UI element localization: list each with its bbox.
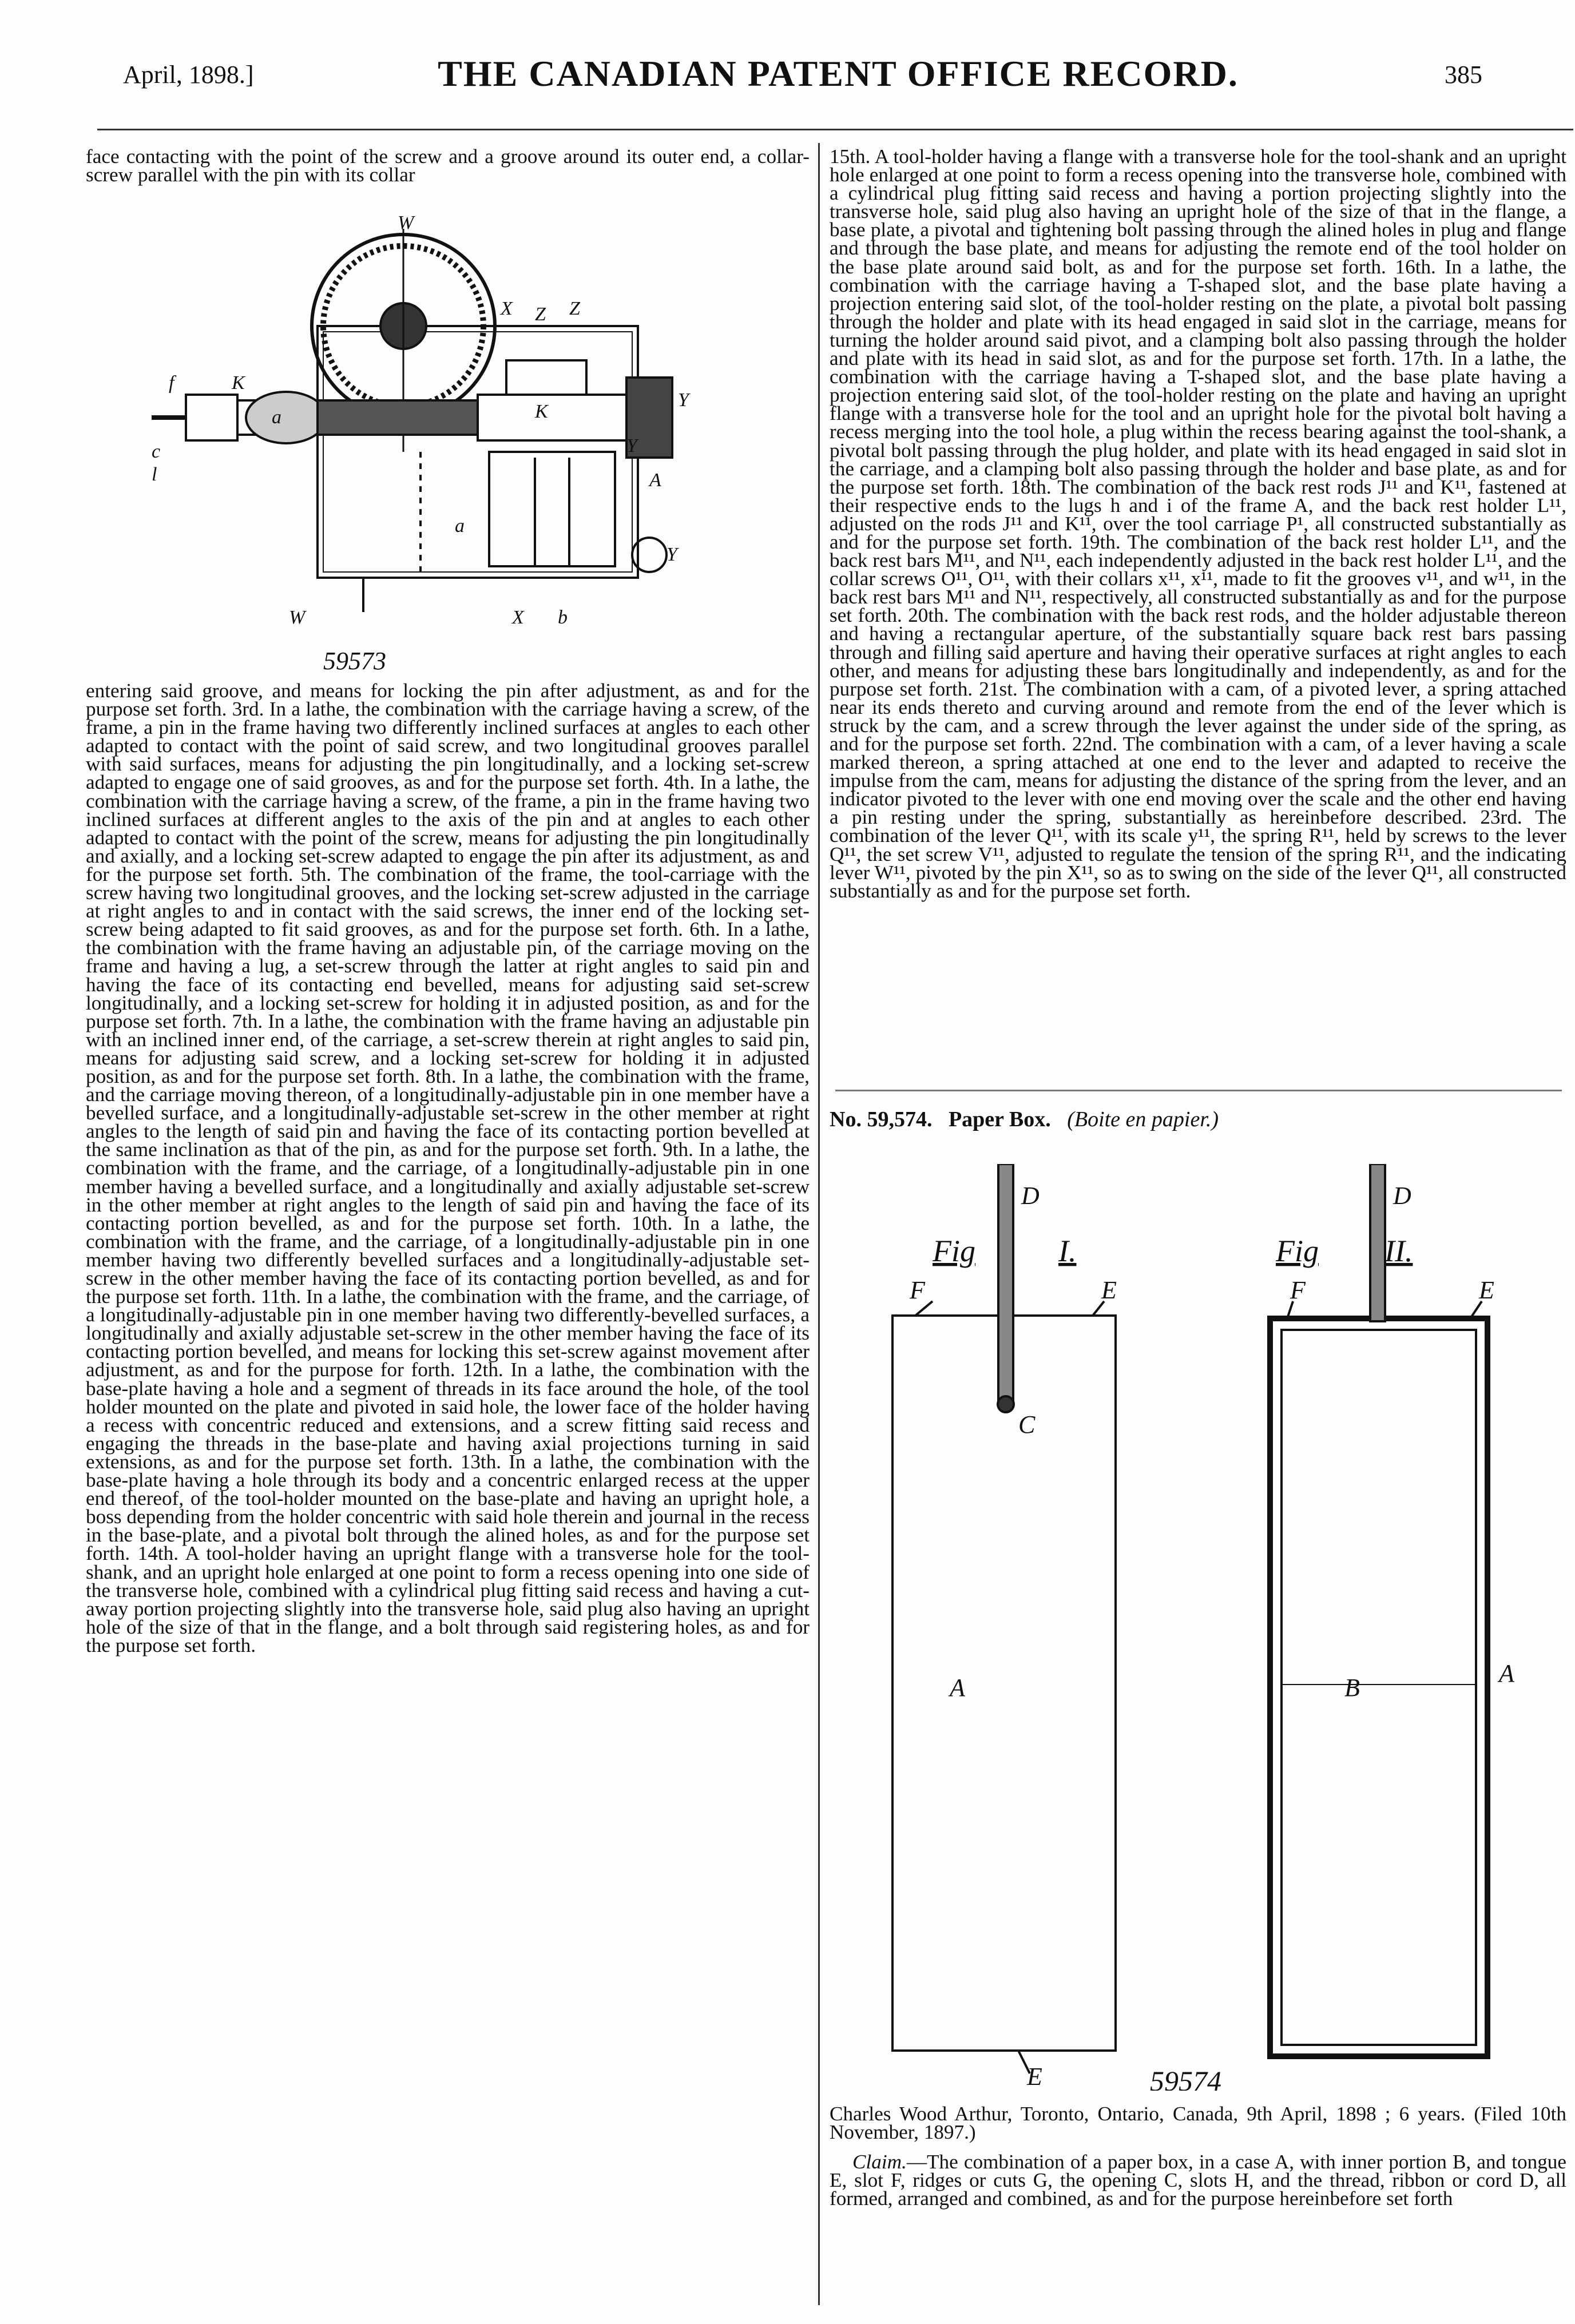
fig2-label-d2: D	[1393, 1182, 1411, 1210]
fig1-label: a	[272, 407, 281, 428]
fig1-label: Z	[535, 304, 546, 325]
fig1-label: l	[152, 464, 157, 485]
fig1-label: X	[512, 607, 524, 628]
fig2-caption-1: Fig	[933, 1234, 975, 1268]
claims-text-col2: 15th. A tool-holder having a flange with a transverse hole for the tool-shank and an upright hole enlarged at one point to form a recess opening into the transverse hole, combined with a cylindrical plug fitting said recess and having a portion projecting slightly into the transverse hole, said plug also having an upright hole of the size of that in the flange, a base plate, a pivotal and tightening bolt passing through the alined holes in plug and flange and through the base plate, and means for adjusting the remote end of the tool holder on the base plate around said bolt, as and for the purpose set forth. 16th. In a lathe, the combination with the carriage having a T-shaped slot, and the base plate having a projection entering said slot, of the tool-holder resting on the plate, a pivotal bolt passing through the holder and plate with its head engaged in said slot in the carriage, means for turning the holder around said pivot, and a clamping bolt also passing through the holder and plate with its head in said slot, as and for the purpose set forth. 17th. In a lathe, the combination with the carriage having a T-shaped slot, and the base plate having a projection entering said slot, of the tool-holder resting on the plate and having an upright flange with a transverse hole for the tool and an upright hole for the pivotal bolt having a recess merging into the tool hole, a plug within the recess bearing against the tool-shank, a pivotal bolt passing through the plug holder, and plate with its head engaged in said slot in the carriage, and a clamping bolt also passing through the holder and base plate, as and for the purpose set forth. 18th. The combination of the back rest rods J¹¹ and K¹¹, fastened at their respective ends to the lugs h and i of the frame A, and the back rest holder L¹¹, adjusted on the rods J¹¹ and K¹¹, over the tool carriage P¹, all constructed substantially as and for the purpose set forth. 19th. The combination of the back rest holder L¹¹, and the back rest bars M¹¹, and N¹¹, each independently adjusted in the back rest holder L¹¹, and the collar screws O¹¹, O¹¹, with their collars x¹¹, x¹¹, made to fit the grooves v¹¹, and w¹¹, in the back rest bars M¹¹ and N¹¹, respectively, all constructed substantially as and for the purpose set forth. 20th. The combination with the back rest rods, and the holder adjustable thereon and having a rectangular aperture, of the substantially square back rest bars passing through and filling said aperture and having their operative surfaces at right angles to each other, and means for adjusting these bars longitudinally and independently, as and for the purpose set forth. 21st. The combination with a cam, of a pivoted lever, a spring attached near its ends thereto and curving around and remote from the end of the lever which is struck by the cam, and a screw through the lever against the under side of the spring, as and for the purpose set forth. 22nd. The combination with a cam, of a lever having a scale marked thereon, a spring attached at one end to the lever and adapted to receive the impulse from the cam, means for adjusting the distance of the spring from the lever, and an indicator pivoted to the lever with one end moving over the scale and the other end having a pin resting under the spring, substantially as hereinbefore described. 23rd. The combination of the lever Q¹¹, with its scale y¹¹, the spring R¹¹, held by screws to the lever Q¹¹, the set screw V¹¹, adjusted to regulate the tension of the spring R¹¹, and the indicating lever W¹¹, pivoted by the pin X¹¹, so as to swing on the side of the lever Q¹¹, all constructed substantially as and for the purpose set forth.	[830, 145, 1566, 902]
lathe-figure	[134, 212, 729, 686]
patent-title: Paper Box.	[948, 1107, 1051, 1131]
fig2-caption-2: Fig	[1276, 1234, 1319, 1268]
column-2-claim	[830, 2105, 1566, 2311]
claim-text: —The combination of a paper box, in a case A, with inner portion B, and tongue E, slot F, ridges or cuts G, the opening C, slots H, and the thread, ribbon or cord D, all formed, arranged and combined, as and for the purpose hereinbefore set forth	[830, 2151, 1566, 2210]
fig1-label: K	[232, 372, 245, 394]
fig1-label: b	[558, 607, 568, 628]
fig1-label: A	[649, 470, 661, 491]
section-rule	[835, 1090, 1562, 1091]
claims-text-col1: entering said groove, and means for locking the pin after adjustment, as and for the purpose set forth. 3rd. In a lathe, the combination with the carriage having a screw, of the frame, a pin in the frame having two differently inclined surfaces at angles to each other adapted to contact with the point of said screw, and two longitudinal grooves parallel with said surfaces, means for adjusting the pin longitudinally, and a locking set-screw adapted to engage one of said grooves, as and for the purpose set forth. 4th. In a lathe, the combination with the carriage having a screw, of the frame, a pin in the frame having two inclined surfaces at different angles to the axis of the pin and at angles to each other adapted to contact with the point of the screw, means for adjusting the pin longitudinally and axially, and a locking set-screw adapted to engage the pin after its adjustment, as and for the purpose set forth. 5th. The combination of the frame, the tool-carriage with the screw having two longitudinal grooves, and the locking set-screw adjusted in the carriage at right angles to and in contact with the said screws, the inner end of the locking set-screw being adapted to fit said grooves, as and for the purpose set forth. 6th. In a lathe, the combination with the frame having an adjustable pin, of the carriage moving on the frame and having a lug, a set-screw through the latter at right angles to said pin and having the face of its contacting end bevelled, means for adjusting said set-screw longitudinally, and a locking set-screw for holding it in adjusted position, as and for the purpose set forth. 7th. In a lathe, the combination with the frame having an adjustable pin with an inclined inner end, of the carriage, a set-screw therein at right angles to said pin, means for adjusting said screw, and a locking set-screw for holding it in adjusted position, as and for the purpose set forth. 8th. In a lathe, the combination with the frame, and the carriage moving thereon, of a longitudinally-adjustable pin in one member have a bevelled surface, and a longitudinally-adjustable set-screw in the other member at right angles to the length of said pin and having the face of its contacting portion bevelled at the same inclination as that of the pin, as and for the purpose set forth. 9th. In a lathe, the combination with the frame, and the carriage, of a longitudinally-adjustable pin in one member having a bevelled surface, and a longitudinally and axially adjustable set-screw in the other member at right angles to the length of said pin and having the face of its contacting portion bevelled, as and for the purpose set forth. 10th. In a lathe, the combination with the frame, and the carriage, of a longitudinally-adjustable pin in one member having two differently bevelled surfaces and a longitudinally-adjustable set-screw in the other member having the face of its contacting portion bevelled, as and for the purpose set forth. 11th. In a lathe, the combination with the frame, and the carriage, of a longitudinally-adjustable pin in one member having two differently-bevelled surfaces, a longitudinally and axially adjustable set-screw in the other member having the face of its contacting portion bevelled, and means for locking this set-screw against movement after adjustment, as and for the purpose for forth. 12th. In a lathe, the combination with the base-plate having a hole and a segment of threads in its face around the hole, of the tool holder mounted on the plate and pivoted in said hole, the lower face of the holder having a recess with concentric reduced and extensions, and a screw fitting said recess and engaging the threads in the base-plate and having axial projections turning in said extensions, as and for the purpose set forth. 13th. In a lathe, the combination with the base-plate having a hole through its body and a concentric enlarged recess at the upper end thereof, of the tool-holder mounted on the base-plate and having an upright hole, a boss depending from the holder concentric with said hole therein and journal in the recess in the base-plate, and a pivotal bolt through the alined holes, as and for the purpose set forth. 14th. A tool-holder having an upright flange with a transverse hole for the tool-shank, and an upright hole enlarged at one point to form a recess opening into one side of the transverse hole, combined with a cylindrical plug fitting said recess and having a cut-away portion projecting slightly into the transverse hole, said plug also having an upright hole of the size of that in the flange, and a bolt through said registering holes, as and for the purpose set forth.	[86, 680, 810, 1656]
fig1-label: W	[398, 212, 414, 233]
inventor-line: Charles Wood Arthur, Toronto, Ontario, Canada, 9th April, 1898 ; 6 years. (Filed 10th November, 1897.)	[830, 2103, 1566, 2144]
patent-number: No. 59,574.	[830, 1107, 933, 1131]
fig2-numeral-1: I.	[1058, 1234, 1077, 1268]
fig1-label: X	[501, 298, 513, 319]
fig1-label: K	[535, 401, 548, 422]
fig1-number: 59573	[323, 647, 386, 675]
column-divider	[818, 143, 820, 2305]
claim-paragraph	[830, 2153, 1566, 2208]
fig1-label: f	[169, 372, 174, 394]
fig1-label: Y	[626, 435, 637, 456]
fig2-label-a: A	[950, 1674, 965, 1702]
column-2-body	[830, 145, 1566, 1086]
patent-heading	[830, 1107, 1566, 1132]
fig2-label-f2: F	[1290, 1276, 1306, 1304]
column-1-intro	[86, 145, 810, 210]
fig2-label-b: B	[1344, 1674, 1360, 1702]
fig2-numeral-2: II.	[1384, 1234, 1413, 1268]
fig2-label-f: F	[910, 1276, 925, 1304]
fig1-label: Y	[667, 544, 677, 565]
header-date: April, 1898.]	[123, 61, 254, 89]
claim-label: Claim.	[852, 2151, 907, 2174]
paper-box-figure	[881, 1164, 1539, 2091]
fig1-label: W	[289, 607, 306, 628]
column-1-body	[86, 682, 810, 2312]
patent-title-fr: (Boite en papier.)	[1067, 1107, 1219, 1131]
header-rule	[97, 129, 1573, 130]
fig1-label: Z	[569, 298, 580, 319]
intro-text: face contacting with the point of the screw and a groove around its outer end, a collar-screw parallel with the pin with its collar	[86, 145, 810, 186]
fig1-label: a	[455, 515, 465, 537]
fig2-label-e: E	[1101, 1276, 1117, 1304]
journal-title: THE CANADIAN PATENT OFFICE RECORD.	[438, 53, 1239, 94]
fig2-label-e3: E	[1479, 1276, 1494, 1304]
page-number: 385	[1445, 61, 1482, 89]
fig2-label-c: C	[1018, 1411, 1036, 1439]
fig2-label-a2: A	[1499, 1659, 1514, 1687]
fig1-label: c	[152, 441, 161, 462]
fig2-label-d: D	[1021, 1182, 1040, 1210]
fig2-label-e2: E	[1027, 2063, 1042, 2091]
fig2-number: 59574	[1150, 2065, 1221, 2091]
fig1-label: Y	[678, 390, 689, 411]
